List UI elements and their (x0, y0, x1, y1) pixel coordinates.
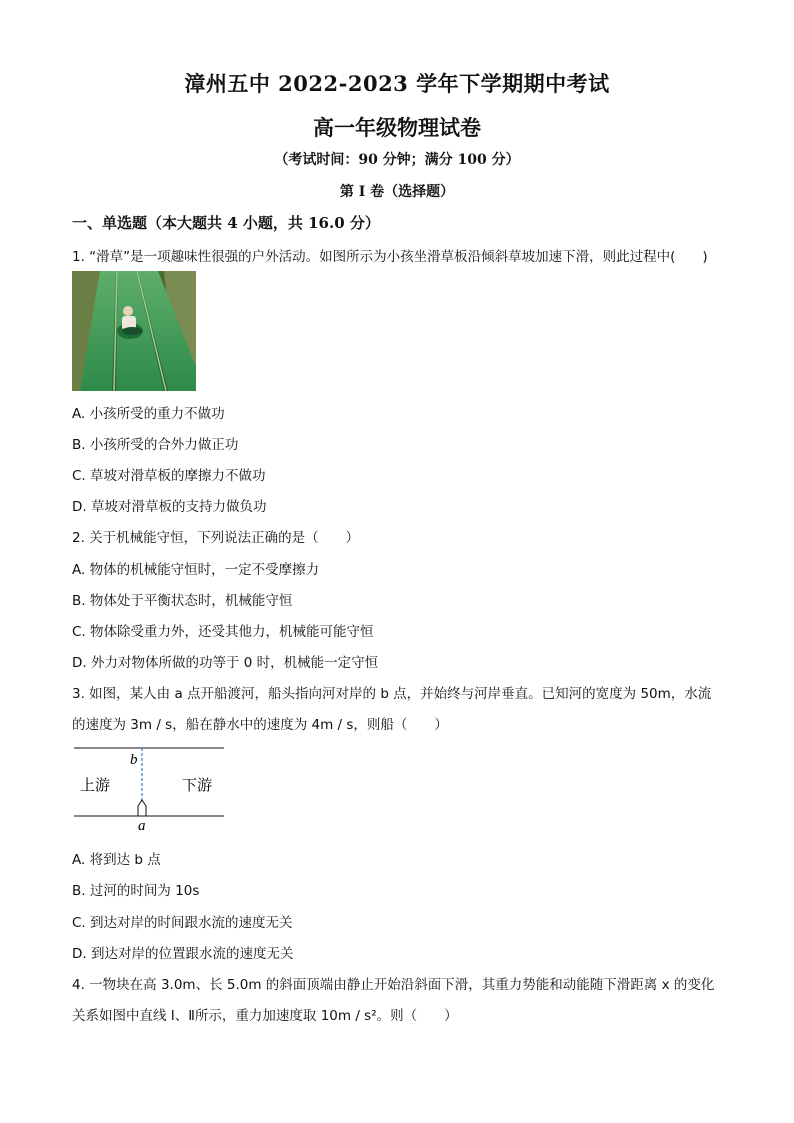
question-2-option-a[interactable]: A. 物体的机械能守恒时，一定不受摩擦力 (72, 562, 320, 578)
downstream-label: 下游 (182, 776, 213, 794)
question-3-option-a[interactable]: A. 将到达 b 点 (72, 852, 161, 868)
exam-note: （考试时间：90 分钟；满分 100 分） (274, 152, 520, 168)
exam-title: 漳州五中 2022-2023 学年下学期期中考试 (184, 71, 610, 96)
exam-subtitle: 高一年级物理试卷 (313, 115, 481, 140)
question-2-option-c[interactable]: C. 物体除受重力外，还受其他力，机械能可能守恒 (72, 624, 374, 640)
question-2-option-d[interactable]: D. 外力对物体所做的功等于 0 时，机械能一定守恒 (72, 655, 379, 671)
grass-slide-photo (72, 271, 196, 391)
question-1-stem: 1. “滑草”是一项趣味性很强的户外活动。如图所示为小孩坐滑草板沿倾斜草坡加速下滑，则此过程中( ) (72, 249, 708, 265)
question-1-option-c[interactable]: C. 草坡对滑草板的摩擦力不做功 (72, 468, 266, 484)
question-2-option-b[interactable]: B. 物体处于平衡状态时，机械能守恒 (72, 593, 293, 609)
question-1-option-d[interactable]: D. 草坡对滑草板的支持力做负功 (72, 499, 267, 515)
question-3-option-d[interactable]: D. 到达对岸的位置跟水流的速度无关 (72, 946, 294, 962)
question-2-stem: 2. 关于机械能守恒，下列说法正确的是（ ） (72, 530, 360, 546)
label-b: b (130, 752, 138, 768)
question-1-option-a[interactable]: A. 小孩所受的重力不做功 (72, 406, 225, 422)
question-1-option-b[interactable]: B. 小孩所受的合外力做正功 (72, 437, 239, 453)
river-crossing-diagram (74, 744, 226, 832)
label-a: a (138, 818, 146, 832)
question-4-stem-line2: 关系如图中直线 Ⅰ、Ⅱ所示，重力加速度取 10m / s²。则（ ） (72, 1008, 458, 1024)
boat-icon (138, 800, 146, 816)
question-3-stem-line2: 的速度为 3m / s，船在静水中的速度为 4m / s，则船（ ） (72, 717, 448, 733)
section-heading: 一、单选题（本大题共 4 小题，共 16.0 分） (72, 214, 380, 232)
question-3-stem-line1: 3. 如图，某人由 a 点开船渡河，船头指向河对岸的 b 点，并始终与河岸垂直。已知河的宽度为 50m，水流 (72, 686, 712, 702)
volume-heading: 第 I 卷（选择题） (339, 184, 455, 200)
upstream-label: 上游 (80, 776, 111, 794)
question-4-stem-line1: 4. 一物块在高 3.0m、长 5.0m 的斜面顶端由静止开始沿斜面下滑，其重力势能和动能随下滑距离 x 的变化 (72, 977, 715, 993)
question-3-option-b[interactable]: B. 过河的时间为 10s (72, 883, 200, 899)
question-3-option-c[interactable]: C. 到达对岸的时间跟水流的速度无关 (72, 915, 293, 931)
